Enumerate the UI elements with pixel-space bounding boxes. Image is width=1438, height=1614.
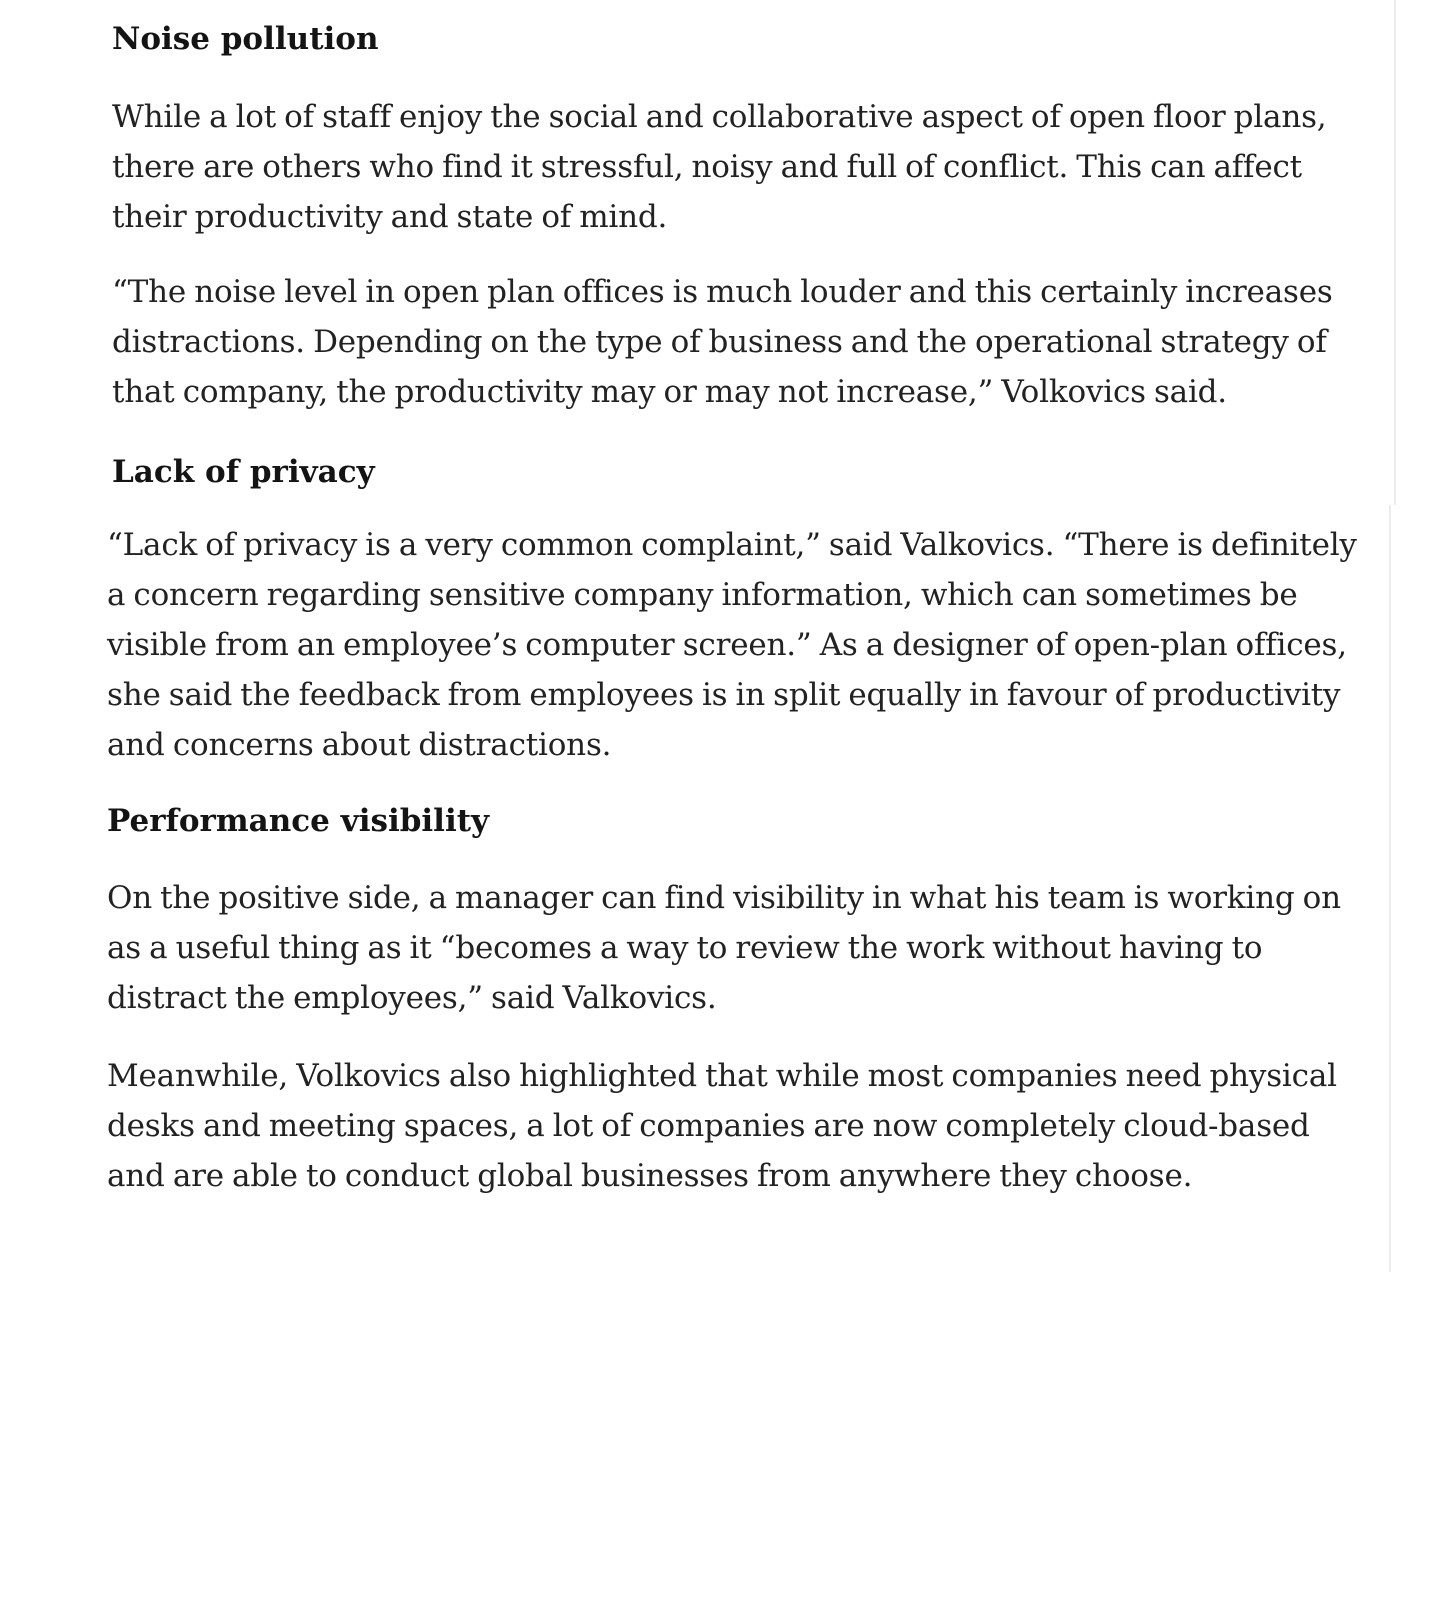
section-heading-noise-pollution: Noise pollution [112, 21, 379, 57]
article-column-top [0, 0, 1396, 505]
section-heading-performance-visibility: Performance visibility [107, 803, 490, 839]
paragraph-noise-level-quote: “The noise level in open plan offices is much louder and this certainly increases distractions. Depending on the type of business and the operational strategy of that company, the productivity may or may not increase,” Volkovics said. [112, 274, 1333, 410]
section-heading-lack-of-privacy: Lack of privacy [112, 454, 375, 490]
paragraph-manager-visibility: On the positive side, a manager can find visibility in what his team is working on as a useful thing as it “becomes a way to review the work without having to distract the employees,” said Valkovics. [107, 880, 1341, 1016]
paragraph-cloud-based-companies: Meanwhile, Volkovics also highlighted that while most companies need physical desks and meeting spaces, a lot of companies are now completely cloud-based and are able to conduct global businesses from anywhere they choose. [107, 1058, 1337, 1194]
paragraph-open-floor-plans: While a lot of staff enjoy the social and collaborative aspect of open floor plans, there are others who find it stressful, noisy and full of conflict. This can affect their productivity and state of mind. [112, 99, 1327, 235]
paragraph-privacy-complaint: “Lack of privacy is a very common complaint,” said Valkovics. “There is definitely a concern regarding sensitive company information, which can sometimes be visible from an employee’s computer screen.” As a designer of open-plan offices, she said the feedback from employees is in split equally in favour of productivity and concerns about distractions. [107, 527, 1357, 763]
